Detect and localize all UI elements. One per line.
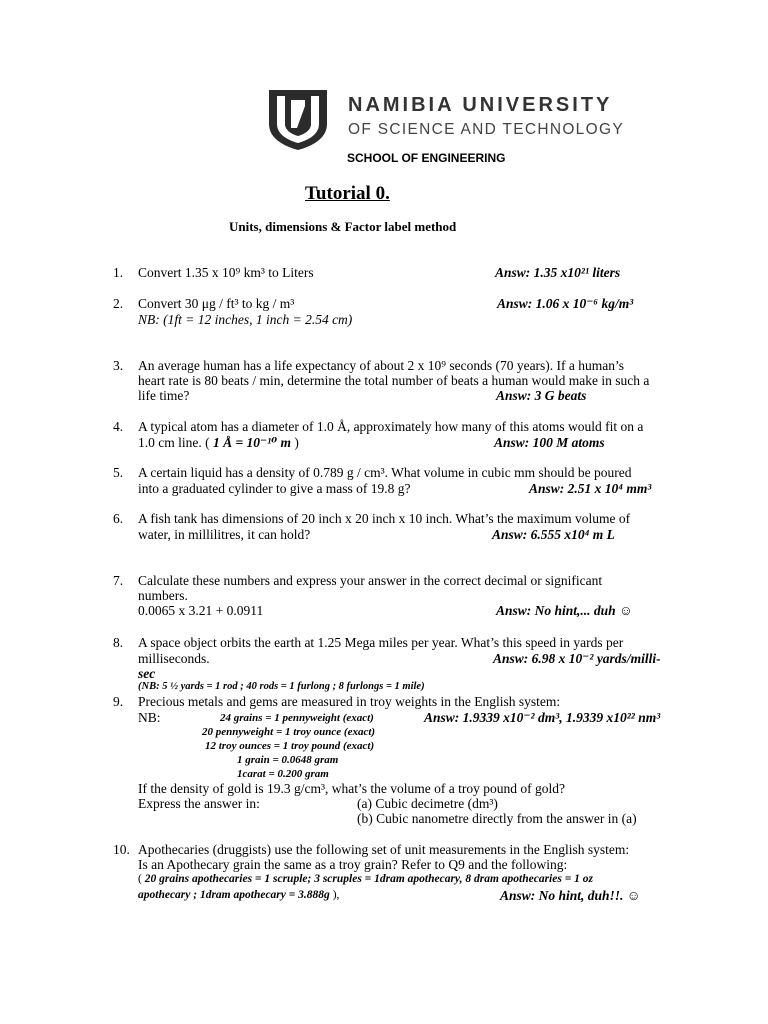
question-text: water, in millilitres, it can hold? (138, 527, 311, 542)
answer: Answ: 6.98 x 10⁻² yards/milli- (493, 651, 661, 666)
university-subname: OF SCIENCE AND TECHNOLOGY (348, 121, 624, 138)
question-expression: 0.0065 x 3.21 + 0.0911 (138, 603, 264, 618)
question-text: An average human has a life expectancy of about 2 x 10⁹ seconds (70 years). If a human’s (138, 358, 625, 373)
conversion: 1 grain = 0.0648 gram (237, 754, 339, 766)
answer: Answ: 1.35 x10²¹ liters (495, 265, 621, 280)
question-text: milliseconds. (138, 651, 210, 666)
question-text: Is an Apothecary grain the same as a troy grain? Refer to Q9 and the following: (138, 857, 568, 872)
question-number: 1. (113, 265, 124, 280)
answer: Answ: 100 M atoms (494, 435, 605, 450)
conversion: 12 troy ounces = 1 troy pound (exact) (205, 740, 375, 752)
answer: Answ: 1.06 x 10⁻⁶ kg/m³ (497, 296, 634, 311)
conversion: 1carat = 0.200 gram (237, 768, 329, 780)
question-text: A certain liquid has a density of 0.789 g / cm³. What volume in cubic mm should be poured (138, 465, 632, 480)
school-name: SCHOOL OF ENGINEERING (347, 151, 506, 165)
question-text: Precious metals and gems are measured in troy weights in the English system: (138, 694, 561, 709)
question-text: heart rate is 80 beats / min, determine the total number of beats a human would make in such a (138, 373, 650, 388)
question-number: 4. (113, 419, 124, 434)
university-name: NAMIBIA UNIVERSITY (348, 94, 613, 116)
question-number: 7. (113, 573, 124, 588)
question-note: NB: (1ft = 12 inches, 1 inch = 2.54 cm) (138, 312, 353, 327)
option-b: (b) Cubic nanometre directly from the answer in (a) (357, 811, 637, 826)
question-text: A typical atom has a diameter of 1.0 Å, approximately how many of this atoms would fit on a (138, 419, 644, 434)
answer: Answ: 3 G beats (496, 388, 587, 403)
answer: Answ: 1.9339 x10⁻² dm³, 1.9339 x10²² nm³ (424, 710, 661, 725)
answer: Answ: 2.51 x 10⁴ mm³ (529, 481, 652, 496)
question-text: numbers. (138, 588, 188, 603)
question-text: 1.0 cm line. ( 1 Å = 10⁻¹⁰ m ) (138, 435, 299, 450)
question-text: If the density of gold is 19.3 g/cm³, what’s the volume of a troy pound of gold? (138, 781, 565, 796)
question-text: Express the answer in: (138, 796, 260, 811)
answer: Answ: No hint, duh!!. ☺ (500, 888, 641, 903)
question-text: A space object orbits the earth at 1.25 Mega miles per year. What’s this speed in yards per (138, 635, 624, 650)
question-text: Calculate these numbers and express your answer in the correct decimal or significant (138, 573, 603, 588)
question-number: 2. (113, 296, 124, 311)
question-number: 6. (113, 511, 124, 526)
answer-continued: sec (138, 666, 156, 681)
page-subtitle: Units, dimensions & Factor label method (229, 219, 457, 234)
question-text: Convert 30 μg / ft³ to kg / m³ (138, 296, 295, 311)
question-number: 10. (113, 842, 130, 857)
question-text: Apothecaries (druggists) use the following set of unit measurements in the English system: (138, 842, 630, 857)
question-text: into a graduated cylinder to give a mass of 19.8 g? (138, 481, 411, 496)
question-text: Convert 1.35 x 10⁹ km³ to Liters (138, 265, 314, 280)
question-text: A fish tank has dimensions of 20 inch x 20 inch x 10 inch. What’s the maximum volume of (138, 511, 631, 526)
question-number: 9. (113, 694, 124, 709)
question-text: life time? (138, 388, 190, 403)
conversion: 20 pennyweight = 1 troy ounce (exact) (202, 726, 376, 738)
question-note: ( 20 grains apothecaries = 1 scruple; 3 scruples = 1dram apothecary, 8 dram apothecaries = 1 oz (138, 873, 593, 885)
option-a: (a) Cubic decimetre (dm³) (357, 796, 498, 811)
nb-label: NB: (138, 710, 161, 725)
page-title: Tutorial 0. (305, 183, 390, 204)
question-number: 3. (113, 358, 124, 373)
conversion: 24 grains = 1 pennyweight (exact) (220, 712, 374, 724)
answer: Answ: 6.555 x10⁴ m L (492, 527, 615, 542)
answer: Answ: No hint,... duh ☺ (496, 603, 633, 618)
question-note: apothecary ; 1dram apothecary = 3.888g ), (138, 889, 340, 901)
question-number: 5. (113, 465, 124, 480)
question-note: (NB: 5 ½ yards = 1 rod ; 40 rods = 1 furlong ; 8 furlongs = 1 mile) (138, 681, 425, 692)
university-crest-icon (265, 86, 331, 152)
question-number: 8. (113, 635, 124, 650)
